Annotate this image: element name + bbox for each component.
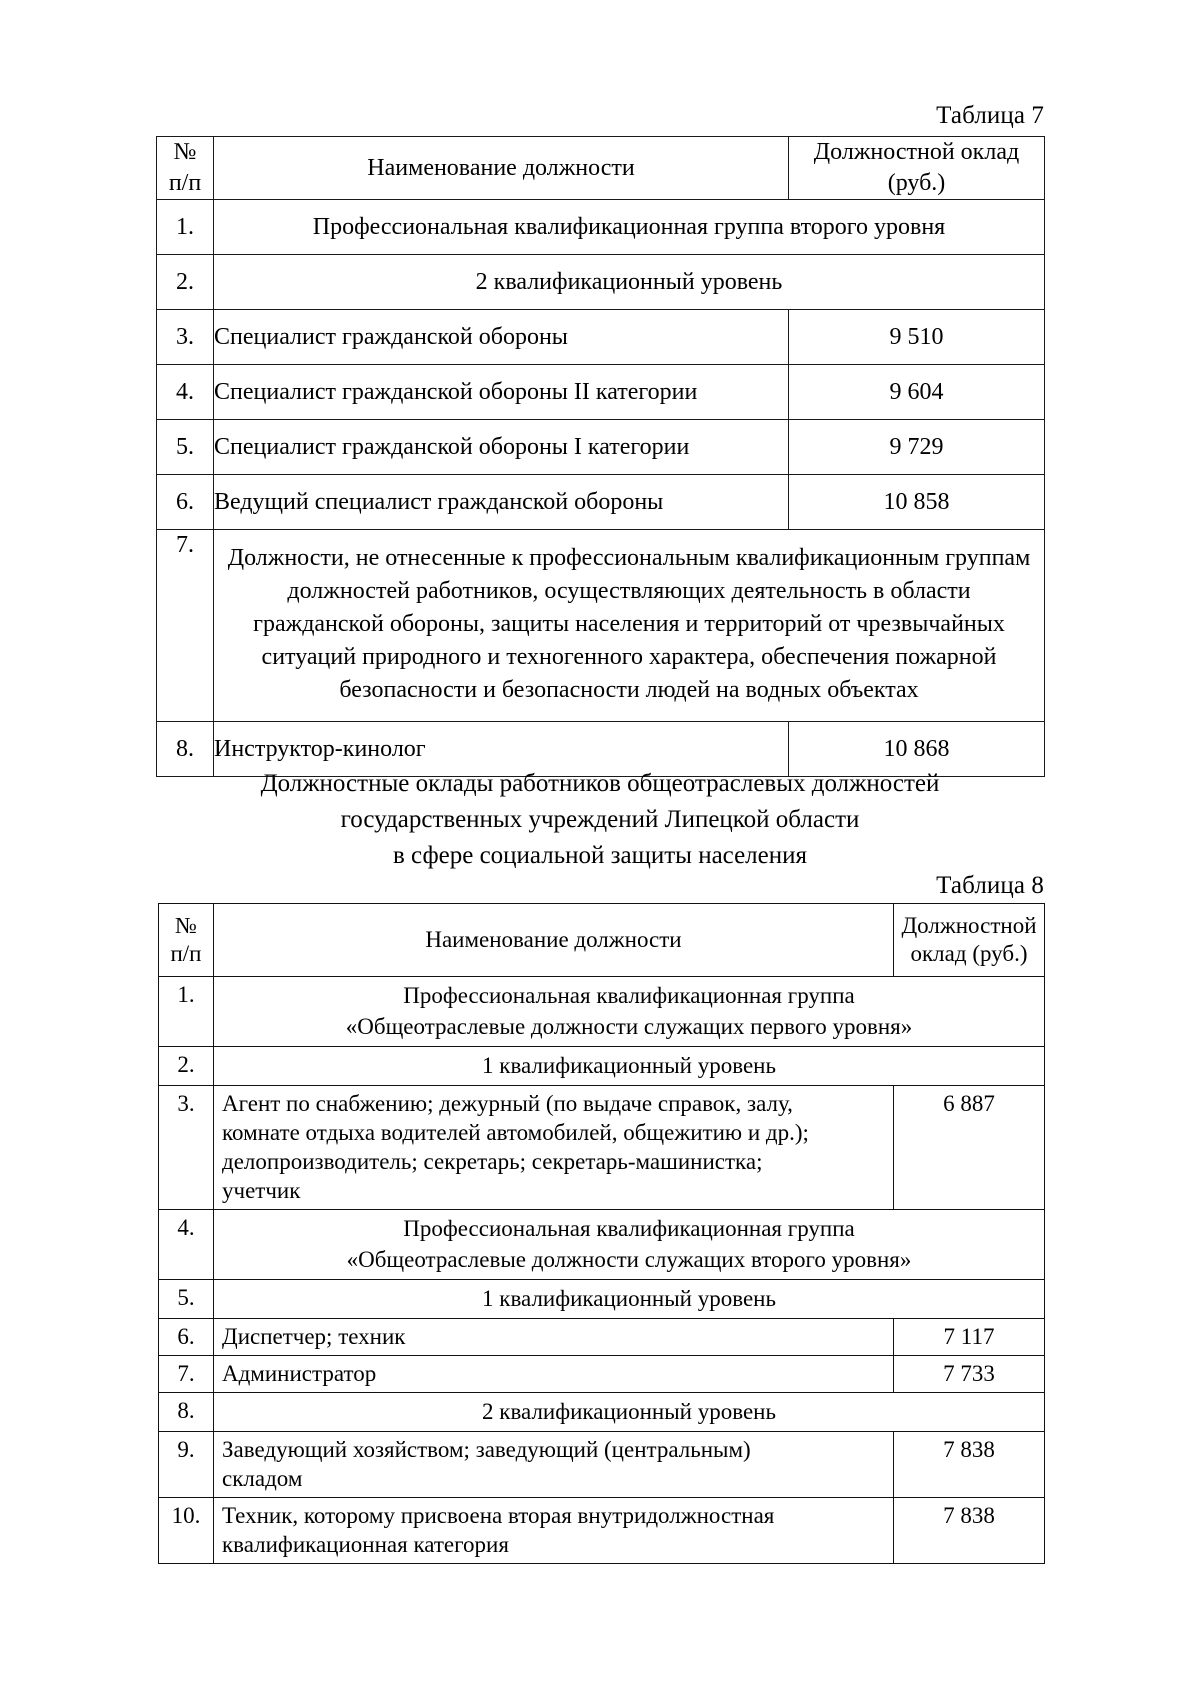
table8-row6-salary: 7 117: [894, 1319, 1045, 1356]
table8-row2-name: 1 квалификационный уровень: [214, 1047, 1045, 1086]
table8-row8-name: 2 квалификационный уровень: [214, 1393, 1045, 1432]
table7-row2-number: 2.: [157, 255, 214, 310]
table-row: [159, 977, 1045, 1047]
table8-row3-name-line4: учетчик: [222, 1178, 301, 1203]
table8-row4-name: [214, 1210, 1045, 1280]
table8-header-number: [159, 904, 214, 977]
table8-row3-name: [214, 1086, 894, 1210]
table7-container: [156, 136, 1044, 777]
table-row: [157, 310, 1045, 365]
section-heading-line3: в сфере социальной защиты населения: [392, 842, 808, 869]
table7: [156, 136, 1045, 777]
table8-row2-number: 2.: [159, 1047, 214, 1086]
table8-row3-name-line3: делопроизводитель; секретарь; секретарь-машинистка;: [222, 1149, 763, 1174]
table8: [158, 903, 1045, 1564]
table7-row5-salary: 9 729: [789, 420, 1045, 475]
table-row: [159, 1356, 1045, 1393]
table8-header-row: [159, 904, 1045, 977]
table7-row3-name: Специалист гражданской обороны: [214, 310, 789, 365]
section-heading-line2: государственных учреждений Липецкой области: [340, 806, 860, 833]
table8-row1-name-line2: «Общеотраслевые должности служащих первого уровня»: [345, 1014, 913, 1039]
table8-row10-salary: 7 838: [894, 1498, 1045, 1564]
table7-row4-name: Специалист гражданской обороны II категории: [214, 365, 789, 420]
table7-caption: Таблица 7: [936, 102, 1044, 129]
table-row: [157, 475, 1045, 530]
table-row: [159, 1319, 1045, 1356]
table8-row9-name-line2: складом: [222, 1466, 303, 1491]
table7-row1-name: Профессиональная квалификационная группа второго уровня: [214, 200, 1045, 255]
table7-row3-salary: 9 510: [789, 310, 1045, 365]
table8-row4-name-line1: Профессиональная квалификационная группа: [403, 1216, 855, 1241]
table8-header-name: Наименование должности: [214, 904, 894, 977]
table8-row4-name-line2: «Общеотраслевые должности служащих второго уровня»: [346, 1247, 912, 1272]
table8-row7-salary: 7 733: [894, 1356, 1045, 1393]
table8-caption: Таблица 8: [936, 872, 1044, 899]
table7-row1-number: 1.: [157, 200, 214, 255]
table8-row5-name: 1 квалификационный уровень: [214, 1280, 1045, 1319]
table-row: [159, 1498, 1045, 1564]
table7-row2-name: 2 квалификационный уровень: [214, 255, 1045, 310]
table-row: [159, 1086, 1045, 1210]
table7-header-number-line1: №: [173, 139, 197, 165]
table-row: [159, 1210, 1045, 1280]
table-row: [159, 1432, 1045, 1498]
table8-row7-number: 7.: [159, 1356, 214, 1393]
table8-row6-number: 6.: [159, 1319, 214, 1356]
table8-row8-number: 8.: [159, 1393, 214, 1432]
table7-row6-number: 6.: [157, 475, 214, 530]
table8-header-number-line1: №: [175, 913, 197, 938]
table8-row1-name-line1: Профессиональная квалификационная группа: [403, 983, 855, 1008]
section-heading: [156, 766, 1044, 874]
table7-row4-number: 4.: [157, 365, 214, 420]
table7-row7-name: Должности, не отнесенные к профессиональным квалификационным группам должностей работников, осуществляющих деятельность в области гражданской обороны, защиты населения и территорий от чрезвычайных ситуаций природного и техногенного характера, обеспечения пожарной безопасности и безопасности людей на водных объектах: [214, 530, 1045, 722]
table8-row3-number: 3.: [159, 1086, 214, 1210]
table7-row7-number: 7.: [157, 530, 214, 722]
table7-row3-number: 3.: [157, 310, 214, 365]
table8-row3-salary: 6 887: [894, 1086, 1045, 1210]
table8-row3-name-line1: Агент по снабжению; дежурный (по выдаче справок, залу,: [222, 1091, 793, 1116]
table8-row7-name: Администратор: [214, 1356, 894, 1393]
table7-row8-name: Инструктор-кинолог: [214, 722, 789, 777]
table-row: [157, 255, 1045, 310]
table8-row5-number: 5.: [159, 1280, 214, 1319]
table7-row8-number: 8.: [157, 722, 214, 777]
table7-header-name: Наименование должности: [214, 137, 789, 200]
section-heading-line1: Должностные оклады работников общеотраслевых должностей: [260, 770, 940, 797]
table-row: [159, 1047, 1045, 1086]
table7-row6-name: Ведущий специалист гражданской обороны: [214, 475, 789, 530]
table-row: [157, 530, 1045, 722]
table8-row6-name: Диспетчер; техник: [214, 1319, 894, 1356]
table8-row9-salary: 7 838: [894, 1432, 1045, 1498]
table8-header-salary-line2: оклад (руб.): [910, 941, 1028, 966]
table7-row8-salary: 10 868: [789, 722, 1045, 777]
table8-row10-name-line1: Техник, которому присвоена вторая внутридолжностная: [222, 1503, 775, 1528]
table7-row6-salary: 10 858: [789, 475, 1045, 530]
table8-container: [158, 903, 1044, 1564]
table8-row10-number: 10.: [159, 1498, 214, 1564]
table8-row9-name: [214, 1432, 894, 1498]
table8-row10-name: [214, 1498, 894, 1564]
table-row: [157, 200, 1045, 255]
table8-row10-name-line2: квалификационная категория: [222, 1532, 509, 1557]
table7-header-number: [157, 137, 214, 200]
table8-header-number-line2: п/п: [170, 941, 202, 966]
table7-header-salary: Должностной оклад (руб.): [789, 137, 1045, 200]
table8-row1-number: 1.: [159, 977, 214, 1047]
table7-header-row: [157, 137, 1045, 200]
table8-row9-number: 9.: [159, 1432, 214, 1498]
table8-header-salary: [894, 904, 1045, 977]
table7-row5-number: 5.: [157, 420, 214, 475]
table8-row1-name: [214, 977, 1045, 1047]
table8-row3-name-line2: комнате отдыха водителей автомобилей, общежитию и др.);: [222, 1120, 809, 1145]
table8-row9-name-line1: Заведующий хозяйством; заведующий (центральным): [222, 1437, 751, 1462]
table7-row5-name: Специалист гражданской обороны I категории: [214, 420, 789, 475]
table8-header-salary-line1: Должностной: [901, 913, 1037, 938]
table-row: [157, 420, 1045, 475]
table7-header-number-line2: п/п: [168, 170, 202, 196]
table7-row4-salary: 9 604: [789, 365, 1045, 420]
table-row: [159, 1280, 1045, 1319]
table8-row4-number: 4.: [159, 1210, 214, 1280]
table-row: [157, 365, 1045, 420]
table-row: [159, 1393, 1045, 1432]
